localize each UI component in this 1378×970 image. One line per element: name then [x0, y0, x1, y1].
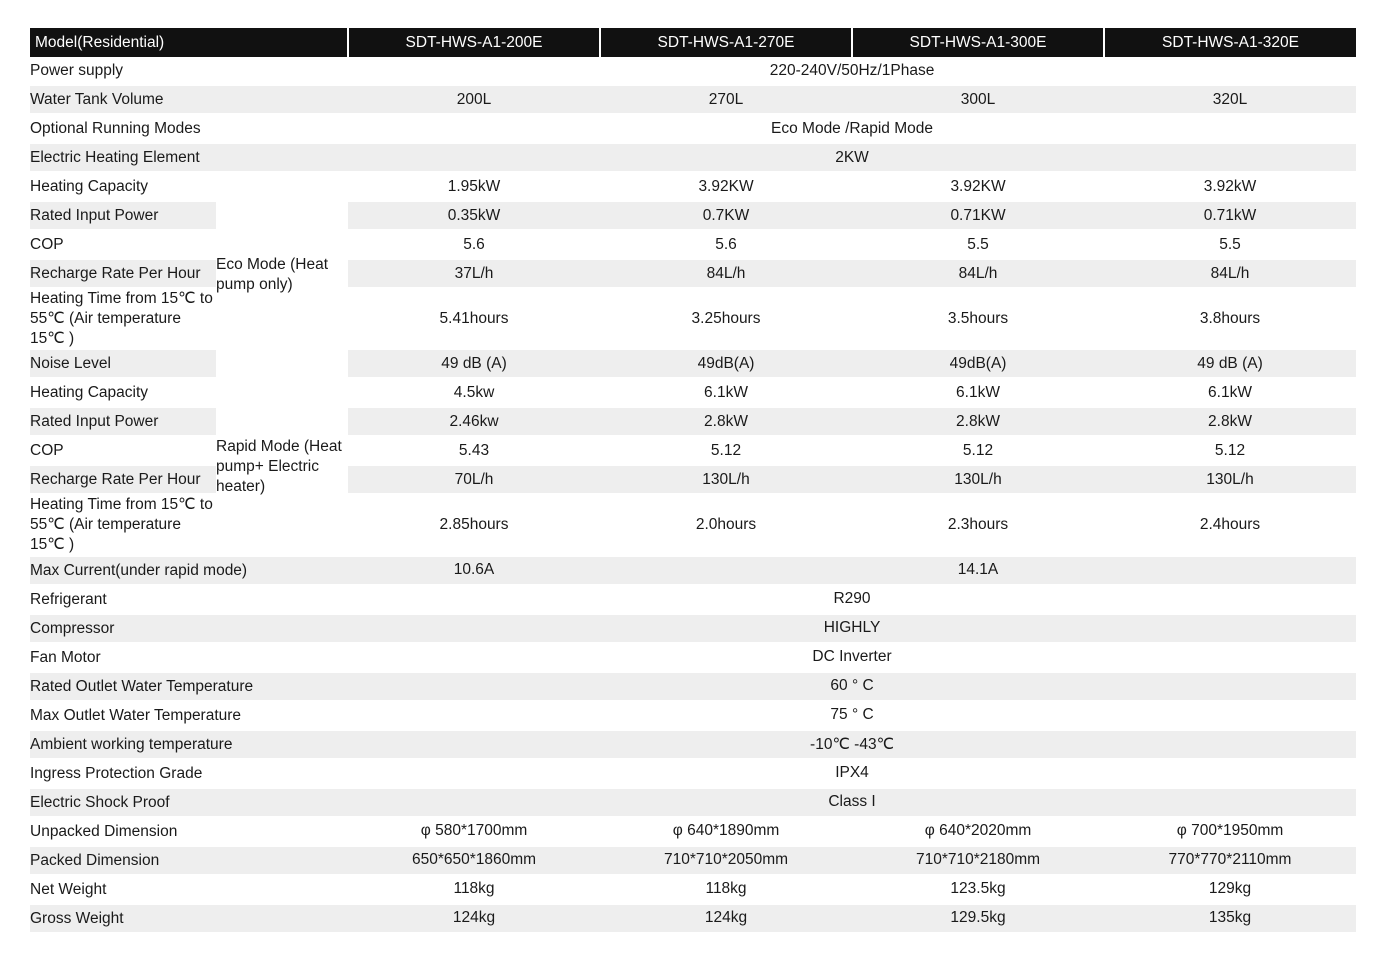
row-value: 10.6A — [348, 556, 600, 585]
row-value: 84L/h — [1104, 259, 1356, 288]
row-value: 3.92kW — [1104, 172, 1356, 201]
row-value: 5.12 — [852, 436, 1104, 465]
row-value: 0.71KW — [852, 201, 1104, 230]
table-row — [30, 57, 1356, 85]
row-value: φ 580*1700mm — [348, 817, 600, 846]
row-value: 49dB(A) — [600, 349, 852, 378]
row-value: 118kg — [348, 875, 600, 904]
header-cell-model-4: SDT-HWS-A1-320E — [1104, 28, 1356, 57]
row-value-merged: DC Inverter — [348, 643, 1356, 672]
row-value: 49 dB (A) — [348, 349, 600, 378]
table-row — [30, 643, 1356, 672]
table-row — [30, 143, 1356, 172]
table-row — [30, 585, 1356, 614]
row-value: 129kg — [1104, 875, 1356, 904]
row-value-merged: 60 ° C — [348, 672, 1356, 701]
row-value: 2.46kw — [348, 407, 600, 436]
row-label: Rated Input Power — [30, 407, 216, 436]
row-value: 5.12 — [1104, 436, 1356, 465]
header-cell-model-1: SDT-HWS-A1-200E — [348, 28, 600, 57]
row-label: Recharge Rate Per Hour — [30, 259, 216, 288]
row-value: 130L/h — [1104, 465, 1356, 494]
row-value: 5.6 — [348, 230, 600, 259]
row-label: Unpacked Dimension — [30, 817, 348, 846]
row-value: 124kg — [348, 904, 600, 933]
table-row — [30, 85, 1356, 114]
row-label: Rated Outlet Water Temperature — [30, 672, 348, 701]
row-value: φ 700*1950mm — [1104, 817, 1356, 846]
row-value: 1.95kW — [348, 172, 600, 201]
row-label: Compressor — [30, 614, 348, 643]
row-value: φ 640*2020mm — [852, 817, 1104, 846]
table-row — [30, 614, 1356, 643]
table-row — [30, 672, 1356, 701]
row-label: Packed Dimension — [30, 846, 348, 875]
row-label: Gross Weight — [30, 904, 348, 933]
row-value: 3.8hours — [1104, 288, 1356, 349]
row-label: Electric Heating Element — [30, 143, 348, 172]
row-label: Water Tank Volume — [30, 85, 348, 114]
row-value: 130L/h — [600, 465, 852, 494]
row-value: 6.1kW — [1104, 378, 1356, 407]
table-row — [30, 701, 1356, 730]
row-value: 5.43 — [348, 436, 600, 465]
table-row — [30, 114, 1356, 143]
table-row — [30, 817, 1356, 846]
mode-group-eco: Eco Mode (Heat pump only) — [216, 172, 348, 378]
row-value: 123.5kg — [852, 875, 1104, 904]
table-row — [30, 846, 1356, 875]
row-label: Heating Time from 15℃ to 55℃ (Air temperature 15℃ ) — [30, 288, 216, 349]
row-value: 200L — [348, 85, 600, 114]
mode-group-rapid: Rapid Mode (Heat pump+ Electric heater) — [216, 378, 348, 555]
row-value: 2.0hours — [600, 494, 852, 555]
row-value: 3.5hours — [852, 288, 1104, 349]
row-value-merged: 2KW — [348, 143, 1356, 172]
row-value: 5.41hours — [348, 288, 600, 349]
row-label: Heating Capacity — [30, 172, 216, 201]
row-label: Heating Time from 15℃ to 55℃ (Air temperature 15℃ ) — [30, 494, 216, 555]
table-header-row — [30, 28, 1356, 57]
row-value: 124kg — [600, 904, 852, 933]
row-value: 5.6 — [600, 230, 852, 259]
table-row — [30, 556, 1356, 585]
row-value-merged: IPX4 — [348, 759, 1356, 788]
row-value-merged: -10℃ -43℃ — [348, 730, 1356, 759]
row-value: 2.8kW — [852, 407, 1104, 436]
row-value: 37L/h — [348, 259, 600, 288]
row-value: 0.35kW — [348, 201, 600, 230]
row-value: 320L — [1104, 85, 1356, 114]
row-value: 130L/h — [852, 465, 1104, 494]
row-value: 49dB(A) — [852, 349, 1104, 378]
row-value: 2.8kW — [1104, 407, 1356, 436]
row-value: 0.71kW — [1104, 201, 1356, 230]
table-row — [30, 730, 1356, 759]
row-value: 710*710*2180mm — [852, 846, 1104, 875]
row-value: 49 dB (A) — [1104, 349, 1356, 378]
row-label: Net Weight — [30, 875, 348, 904]
row-value: 118kg — [600, 875, 852, 904]
row-label: Refrigerant — [30, 585, 348, 614]
row-value-merged: 75 ° C — [348, 701, 1356, 730]
row-label: Max Outlet Water Temperature — [30, 701, 348, 730]
row-value: 3.92KW — [600, 172, 852, 201]
table-row — [30, 378, 1356, 407]
row-label: Ingress Protection Grade — [30, 759, 348, 788]
row-value: 70L/h — [348, 465, 600, 494]
row-label: Optional Running Modes — [30, 114, 348, 143]
table-row — [30, 904, 1356, 933]
row-label: Recharge Rate Per Hour — [30, 465, 216, 494]
row-value: 4.5kw — [348, 378, 600, 407]
row-label: Max Current(under rapid mode) — [30, 556, 348, 585]
row-value-merged: 220-240V/50Hz/1Phase — [348, 57, 1356, 85]
row-value: 6.1kW — [600, 378, 852, 407]
table-row — [30, 172, 1356, 201]
row-value-merged: R290 — [348, 585, 1356, 614]
row-value: 2.8kW — [600, 407, 852, 436]
row-value: 129.5kg — [852, 904, 1104, 933]
row-value: 3.92KW — [852, 172, 1104, 201]
row-value: 2.85hours — [348, 494, 600, 555]
row-value: 3.25hours — [600, 288, 852, 349]
row-value: 5.5 — [852, 230, 1104, 259]
row-label: Power supply — [30, 57, 348, 85]
header-cell-model-3: SDT-HWS-A1-300E — [852, 28, 1104, 57]
row-value: 5.5 — [1104, 230, 1356, 259]
row-label: Noise Level — [30, 349, 216, 378]
row-label: Heating Capacity — [30, 378, 216, 407]
row-value: 14.1A — [600, 556, 1356, 585]
row-label: Electric Shock Proof — [30, 788, 348, 817]
row-value: 770*770*2110mm — [1104, 846, 1356, 875]
header-cell-model: Model(Residential) — [30, 28, 348, 57]
table-row — [30, 759, 1356, 788]
specification-table — [30, 28, 1356, 934]
row-value: 2.4hours — [1104, 494, 1356, 555]
row-value: φ 640*1890mm — [600, 817, 852, 846]
table-row — [30, 875, 1356, 904]
row-label: Ambient working temperature — [30, 730, 348, 759]
row-label: Fan Motor — [30, 643, 348, 672]
row-value: 270L — [600, 85, 852, 114]
row-value: 650*650*1860mm — [348, 846, 600, 875]
row-value: 135kg — [1104, 904, 1356, 933]
header-cell-model-2: SDT-HWS-A1-270E — [600, 28, 852, 57]
row-value: 710*710*2050mm — [600, 846, 852, 875]
table-row — [30, 788, 1356, 817]
row-value: 84L/h — [600, 259, 852, 288]
row-value: 0.7KW — [600, 201, 852, 230]
row-value: 300L — [852, 85, 1104, 114]
row-value: 6.1kW — [852, 378, 1104, 407]
row-label: COP — [30, 230, 216, 259]
row-label: Rated Input Power — [30, 201, 216, 230]
row-value-merged: Eco Mode /Rapid Mode — [348, 114, 1356, 143]
row-value: 2.3hours — [852, 494, 1104, 555]
row-value-merged: HIGHLY — [348, 614, 1356, 643]
row-value: 5.12 — [600, 436, 852, 465]
row-value-merged: Class I — [348, 788, 1356, 817]
row-value: 84L/h — [852, 259, 1104, 288]
row-label: COP — [30, 436, 216, 465]
